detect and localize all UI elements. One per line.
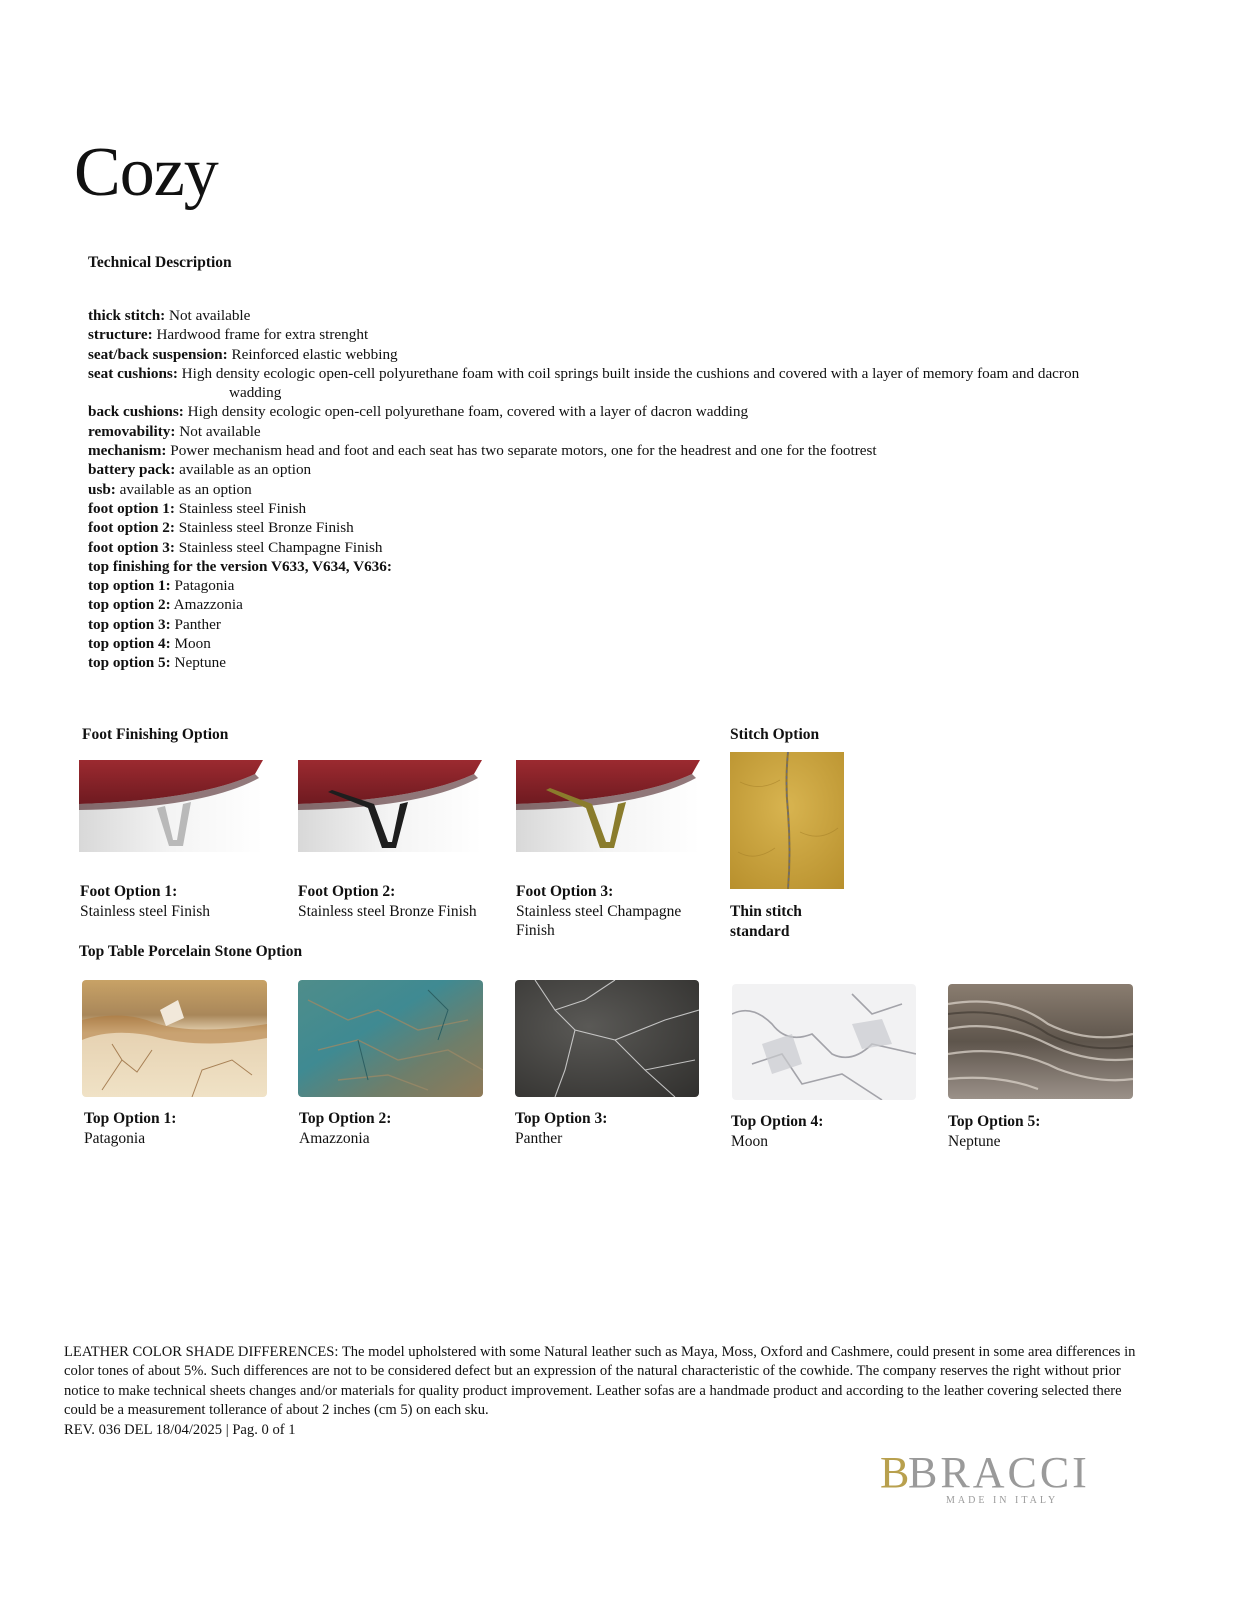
- spec-row: [88, 480, 1158, 499]
- foot-finishing-heading: Foot Finishing Option: [82, 726, 229, 743]
- disclaimer-text: LEATHER COLOR SHADE DIFFERENCES: The model upholstered with some Natural leather such as Maya, Moss, Oxford and Cashmere, could present in some area differences in color tones of about 5%. Such differences are not to be considered defect but an expression of the natural characteristic of the cowhide. The company reserves the right without prior notice to make technical sheets changes and/or materials for quality product improvement. Leather sofas are a handmade product and according to the leather covering selected there could be a measurement tollerance of about 2 inches (cm 5) on each sku.: [64, 1344, 1136, 1419]
- spec-row: [88, 441, 1158, 460]
- top-option-5-image: [948, 984, 1133, 1099]
- spec-row: [88, 634, 1158, 653]
- top-option-4-caption: [731, 1112, 823, 1151]
- bracci-logo: [880, 1447, 1132, 1507]
- spec-value: Stainless steel Bronze Finish: [178, 519, 354, 537]
- spec-label: battery pack:: [88, 461, 176, 479]
- spec-label: foot option 2:: [88, 519, 175, 537]
- revision-text: REV. 036 DEL 18/04/2025 | Pag. 0 of 1: [64, 1421, 296, 1438]
- page-title: Cozy: [74, 134, 218, 211]
- foot-option-title: Foot Option 2:: [298, 883, 396, 900]
- spec-label: top option 2:: [88, 596, 171, 614]
- spec-value-continued: wadding: [229, 384, 282, 402]
- foot-option-2-image: [298, 760, 482, 852]
- spec-row: [88, 557, 1158, 576]
- top-option-1-image: [82, 980, 267, 1097]
- top-option-title: Top Option 2:: [299, 1110, 392, 1127]
- stitch-option-heading: Stitch Option: [730, 726, 820, 743]
- foot-option-3-image: [516, 760, 700, 852]
- logo-brand: BRACCI: [908, 1448, 1090, 1497]
- spec-row: [88, 615, 1158, 634]
- spec-value: Stainless steel Champagne Finish: [178, 538, 383, 556]
- spec-label: foot option 1:: [88, 499, 175, 517]
- spec-value: Stainless steel Finish: [178, 499, 307, 517]
- spec-label: top finishing for the version V633, V634, V636:: [88, 557, 392, 575]
- spec-row: [88, 576, 1158, 595]
- top-table-heading: Top Table Porcelain Stone Option: [79, 943, 303, 960]
- top-option-3-caption: [515, 1109, 607, 1148]
- top-option-desc: Moon: [731, 1132, 769, 1150]
- top-option-title: Top Option 5:: [948, 1113, 1041, 1130]
- stitch-desc: standard: [730, 922, 790, 940]
- spec-row: [88, 306, 1158, 325]
- top-option-1-caption: [84, 1109, 176, 1148]
- spec-label: top option 4:: [88, 635, 171, 653]
- foot-option-title: Foot Option 3:: [516, 883, 614, 900]
- spec-value: Panther: [174, 615, 221, 633]
- spec-row: [88, 518, 1158, 537]
- foot-option-2-caption: [298, 882, 477, 921]
- spec-row: [88, 345, 1158, 364]
- spec-row: [88, 595, 1158, 614]
- spec-row: [88, 325, 1158, 344]
- top-option-desc: Amazzonia: [299, 1129, 370, 1147]
- spec-value: Not available: [179, 422, 261, 440]
- spec-label: seat/back suspension:: [88, 345, 228, 363]
- top-option-4-image: [732, 984, 916, 1100]
- spec-label: top option 1:: [88, 577, 171, 595]
- spec-label: removability:: [88, 422, 176, 440]
- top-option-desc: Panther: [515, 1129, 563, 1147]
- top-option-title: Top Option 3:: [515, 1110, 608, 1127]
- spec-label: top option 5:: [88, 654, 171, 672]
- spec-row: [88, 499, 1158, 518]
- spec-row: [88, 402, 1158, 421]
- top-option-title: Top Option 1:: [84, 1110, 177, 1127]
- foot-option-desc: Stainless steel Bronze Finish: [298, 902, 477, 920]
- foot-option-3-caption: [516, 882, 681, 941]
- spec-label: top option 3:: [88, 615, 171, 633]
- spec-label: back cushions:: [88, 403, 184, 421]
- spec-label: thick stitch:: [88, 307, 166, 324]
- spec-row: [88, 653, 1158, 672]
- foot-option-desc: Stainless steel Finish: [80, 902, 211, 920]
- spec-row: [88, 538, 1158, 557]
- spec-value: Moon: [174, 635, 211, 653]
- spec-value: Reinforced elastic webbing: [231, 345, 398, 363]
- top-option-3-image: [515, 980, 699, 1097]
- top-option-2-caption: [299, 1109, 391, 1148]
- spec-value: High density ecologic open-cell polyurethane foam with coil springs built inside the cushions and covered with a layer of memory foam and dacron: [181, 364, 1080, 382]
- spec-value: Patagonia: [174, 577, 235, 595]
- foot-option-title: Foot Option 1:: [80, 883, 178, 900]
- foot-option-desc: Stainless steel Champagne: [516, 902, 682, 920]
- foot-option-1-image: [79, 760, 263, 852]
- spec-row: [88, 422, 1158, 441]
- stitch-caption: [730, 902, 802, 941]
- spec-row: [88, 460, 1158, 479]
- stitch-option-image: [730, 752, 844, 889]
- svg-text:B: B: [880, 1448, 912, 1497]
- stitch-title: Thin stitch: [730, 903, 802, 920]
- foot-option-desc-continued: Finish: [516, 922, 555, 939]
- spec-label: usb:: [88, 480, 116, 498]
- top-option-2-image: [298, 980, 483, 1097]
- spec-value: Power mechanism head and foot and each seat has two separate motors, one for the headrest and one for the footrest: [170, 442, 877, 460]
- spec-label: mechanism:: [88, 442, 167, 460]
- spec-value: available as an option: [179, 461, 312, 479]
- spec-value: High density ecologic open-cell polyurethane foam, covered with a layer of dacron wadding: [187, 403, 749, 421]
- footer-disclaimer: [64, 1343, 1144, 1440]
- top-option-title: Top Option 4:: [731, 1113, 824, 1130]
- spec-label: seat cushions:: [88, 364, 178, 382]
- spec-value: Hardwood frame for extra strenght: [156, 326, 369, 344]
- spec-label: foot option 3:: [88, 538, 175, 556]
- logo-tagline: MADE IN ITALY: [946, 1495, 1059, 1506]
- foot-option-1-caption: [80, 882, 210, 921]
- top-option-desc: Neptune: [948, 1132, 1001, 1150]
- spec-row: [88, 364, 1158, 403]
- spec-value: available as an option: [119, 480, 252, 498]
- top-option-5-caption: [948, 1112, 1040, 1151]
- spec-value: Neptune: [174, 654, 226, 672]
- spec-value: Not available: [169, 307, 251, 324]
- top-option-desc: Patagonia: [84, 1129, 146, 1147]
- technical-description-heading: Technical Description: [88, 254, 232, 271]
- spec-list: [88, 306, 1158, 673]
- spec-label: structure:: [88, 326, 153, 344]
- spec-value: Amazzonia: [173, 596, 243, 614]
